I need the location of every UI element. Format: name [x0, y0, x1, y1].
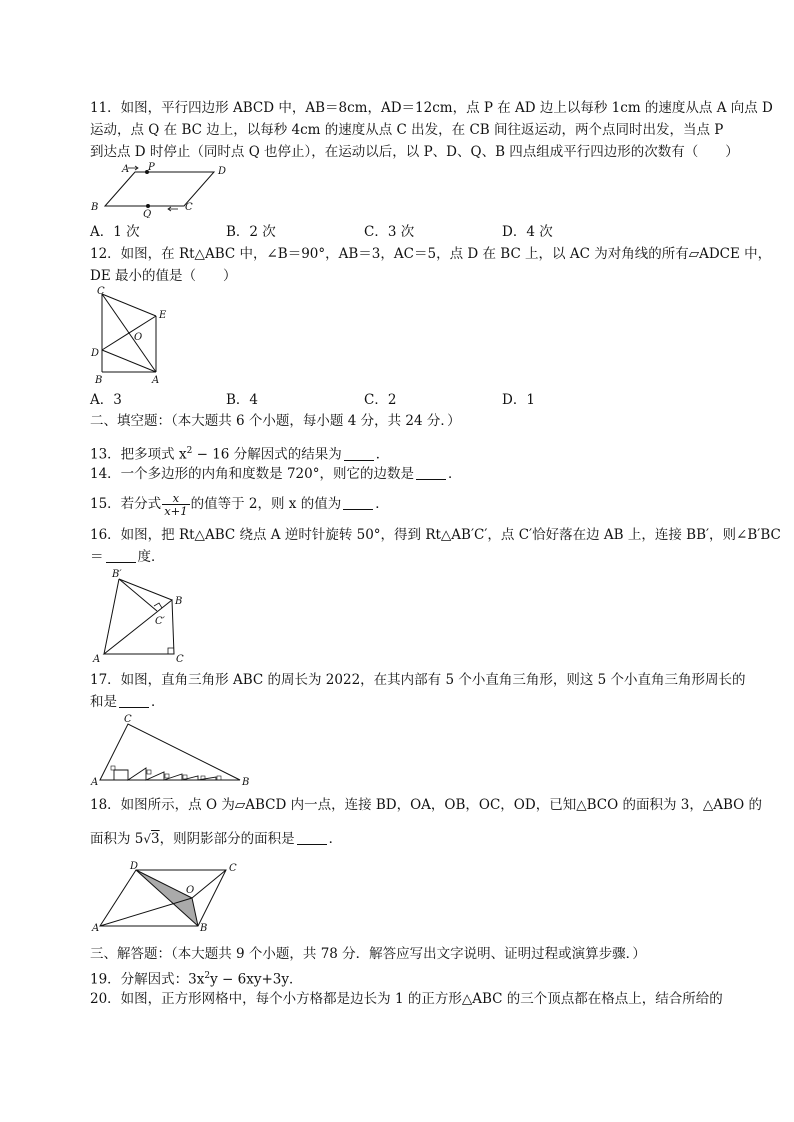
q19: [90, 966, 303, 990]
q15-end: ．: [375, 496, 389, 512]
q12-label-d: D: [91, 348, 100, 359]
q12-triangle-figure: [88, 286, 178, 386]
q16-label-a: A: [93, 654, 101, 665]
q18-sqrt-sign: √: [143, 832, 152, 846]
q20-line1: 20．如图，正方形网格中，每个小方格都是边长为 1 的正方形△ABC 的三个顶点都在格点上，结合所给的: [90, 991, 723, 1007]
q18-line1: 18．如图所示，点 O 为▱ABCD 内一点，连接 BD，OA，OB，OC，OD，已知△BCO 的面积为 3，△ABO 的: [90, 797, 762, 813]
q16-answer-blank[interactable]: [106, 548, 136, 563]
q12-label-e: E: [159, 310, 167, 321]
q11-label-b: B: [91, 202, 99, 213]
q11-parallelogram-figure: [88, 162, 238, 218]
q12-option-c: C．2: [364, 392, 397, 408]
q14: [90, 464, 462, 484]
q14-prefix: 14．一个多边形的内角和度数是 720°，则它的边数是: [90, 466, 414, 482]
q17-line2-end: ．: [151, 694, 165, 710]
q19-suffix: y − 6xy+3y．: [210, 971, 303, 988]
q18-line2: [90, 829, 342, 849]
q17-line2: [90, 692, 165, 712]
q12-label-c: C: [97, 286, 105, 297]
q15-fraction: [162, 492, 189, 517]
q18-parallelogram-figure: [88, 858, 248, 934]
q12-label-a: A: [152, 375, 160, 386]
q11-label-d: D: [218, 166, 227, 177]
q12-line2: DE 最小的值是（ ）: [90, 268, 237, 284]
q16-line2-prefix: ＝: [90, 549, 104, 565]
q11-line1: 11．如图，平行四边形 ABCD 中，AB＝8cm，AD＝12cm，点 P 在 AD 边上以每秒 1cm 的速度从点 A 向点 D: [90, 100, 773, 116]
q17-label-a: A: [91, 777, 99, 788]
q13-answer-blank[interactable]: [344, 446, 374, 461]
q13-prefix: 13．把多项式 x: [90, 446, 187, 463]
q17-right-triangle-figure: [88, 712, 258, 788]
q11-option-c: C．3 次: [364, 224, 415, 240]
q16-label-b: B: [175, 596, 183, 607]
q16-line2: [90, 547, 165, 567]
q18-line2-end: ．: [328, 831, 343, 847]
q11-label-q: Q: [143, 209, 152, 218]
q17-answer-blank[interactable]: [119, 693, 149, 708]
q19-prefix: 19．分解因式：3x: [90, 971, 205, 988]
q11-line3: 到达点 D 时停止（同时点 Q 也停止），在运动以后，以 P、D、Q、B 四点组成平行四边形的次数有（ ）: [90, 144, 739, 160]
q16-line1: 16．如图，把 Rt△ABC 绕点 A 逆时针旋转 50°，得到 Rt△AB′C′，点 C′恰好落在边 AB 上，连接 BB′，则∠B′BC: [90, 527, 781, 543]
q17-label-c: C: [124, 714, 132, 725]
q13-end: ．: [375, 446, 390, 463]
q18-label-o: O: [186, 885, 195, 896]
q15: [90, 489, 389, 519]
q18-label-b: B: [200, 923, 208, 934]
q19-superscript: 2: [204, 971, 211, 981]
q18-sqrt-value: 3: [151, 831, 160, 847]
q13: [90, 441, 389, 465]
q18-label-c: C: [229, 863, 237, 874]
q15-suffix: 的值等于 2，则 x 的值为: [190, 496, 342, 512]
q16-rotation-figure: [88, 566, 198, 666]
q15-answer-blank[interactable]: [343, 495, 373, 510]
q17-label-b: B: [242, 777, 250, 788]
q11-option-b: B．2 次: [226, 224, 276, 240]
q18-label-a: A: [92, 923, 100, 934]
q12-option-a: A．3: [90, 392, 122, 408]
q11-line2: 运动，点 Q 在 BC 边上，以每秒 4cm 的速度从点 C 出发，在 CB 间往返运动，两个点同时出发，当点 P: [90, 122, 724, 138]
q17-line2-prefix: 和是: [90, 694, 117, 710]
q12-label-o: O: [134, 332, 143, 343]
q12-line1: 12．如图，在 Rt△ABC 中，∠B＝90°，AB＝3，AC＝5，点 D 在 BC 上，以 AC 为对角线的所有▱ADCE 中，: [90, 246, 772, 262]
q18-line2-prefix: 面积为 5: [90, 831, 144, 847]
q16-label-c: C: [176, 654, 184, 665]
q15-denominator: x+1: [164, 504, 188, 518]
q14-answer-blank[interactable]: [416, 465, 446, 480]
q11-option-d: D．4 次: [502, 224, 553, 240]
q18-answer-blank[interactable]: [297, 830, 327, 845]
q16-label-c-prime: C′: [155, 616, 165, 627]
q11-label-c: C: [185, 202, 193, 213]
section3-heading: 三、解答题：（本大题共 9 个小题，共 78 分．解答应写出文字说明、证明过程或演算步骤．）: [90, 946, 646, 962]
q15-prefix: 15．若分式: [90, 496, 162, 512]
q17-line1: 17．如图，直角三角形 ABC 的周长为 2022，在其内部有 5 个小直角三角形，则这 5 个小直角三角形周长的: [90, 672, 746, 688]
q11-option-a: A．1 次: [90, 224, 140, 240]
q11-label-p: P: [148, 162, 155, 173]
q18-line2-suffix: ，则阴影部分的面积是: [159, 831, 295, 847]
q16-label-b-prime: B′: [112, 569, 122, 580]
q12-label-b: B: [95, 375, 103, 386]
q18-label-d: D: [130, 861, 139, 872]
q15-numerator: x: [162, 492, 189, 505]
q12-option-d: D．1: [502, 392, 535, 408]
q16-line2-suffix: 度．: [137, 549, 165, 565]
q13-superscript: 2: [186, 446, 193, 456]
q14-end: ．: [448, 466, 462, 482]
q12-option-b: B．4: [226, 392, 259, 408]
q13-suffix: − 16 分解因式的结果为: [192, 446, 342, 463]
q11-label-a: A: [122, 164, 130, 175]
section2-heading: 二、填空题：（本大题共 6 个小题，每小题 4 分，共 24 分．）: [90, 413, 461, 429]
